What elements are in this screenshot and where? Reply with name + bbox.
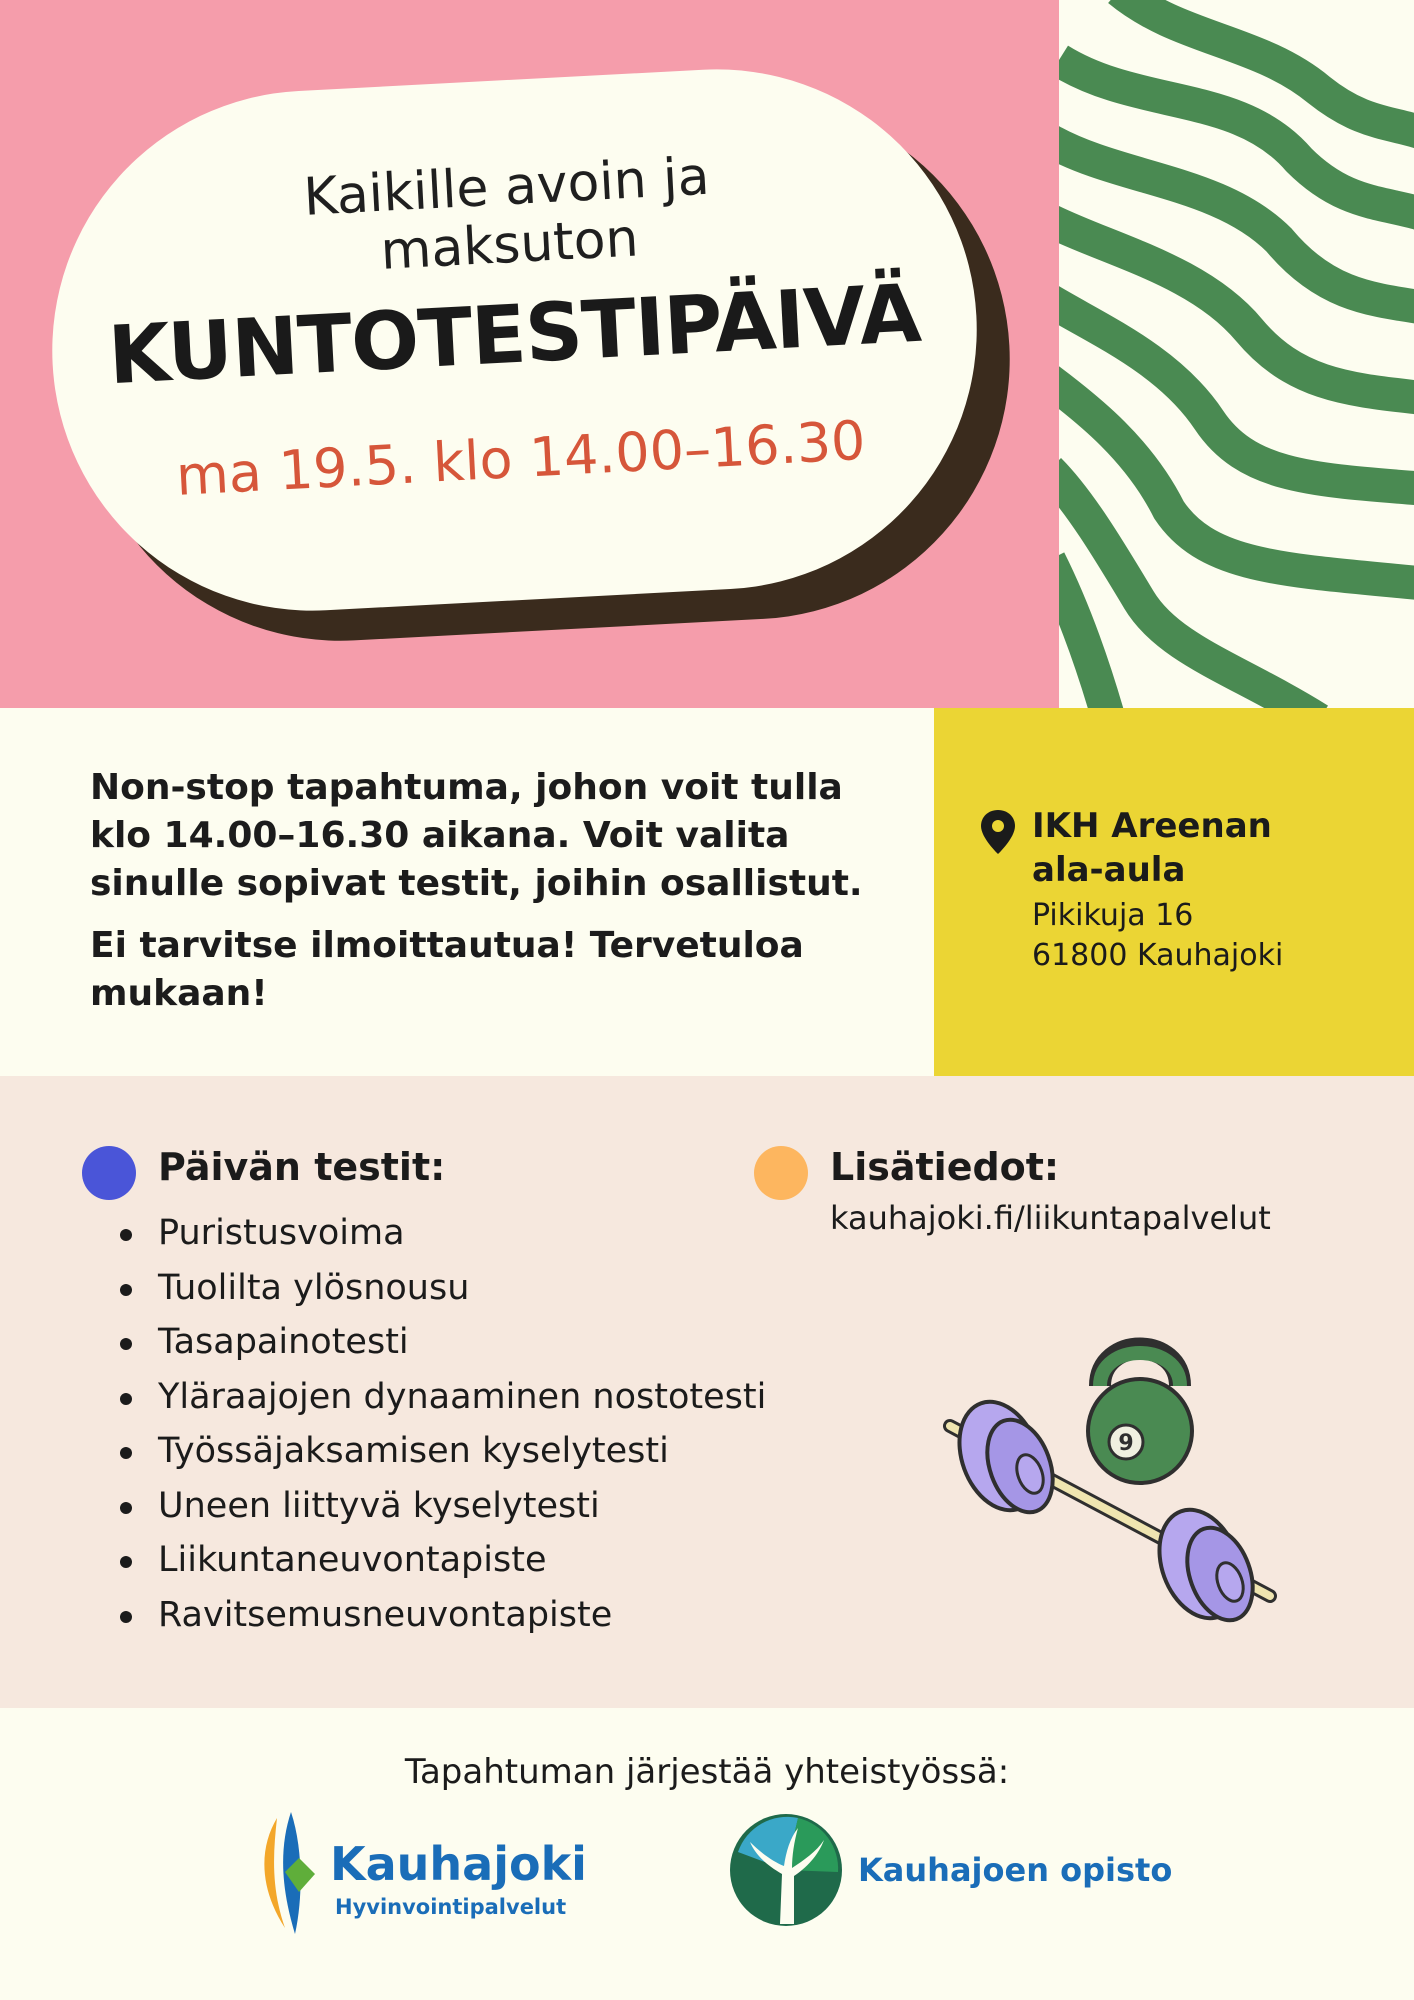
list-item: Uneen liittyvä kyselytesti xyxy=(120,1479,766,1534)
list-item: Ravitsemusneuvontapiste xyxy=(120,1588,766,1643)
tests-list xyxy=(120,1206,766,1642)
location-name xyxy=(1032,804,1392,892)
kettlebell-icon xyxy=(1088,1349,1192,1484)
event-title: KUNTOTESTIPÄIVÄ xyxy=(106,266,923,403)
kauhajoki-logo-subtitle: Hyvinvointipalvelut xyxy=(335,1895,567,1919)
list-item: Tasapainotesti xyxy=(120,1315,766,1370)
map-pin-icon xyxy=(978,808,1018,856)
list-item: Yläraajojen dynaaminen nostotesti xyxy=(120,1370,766,1425)
list-item: Liikuntaneuvontapiste xyxy=(120,1533,766,1588)
hero-section xyxy=(0,0,1059,708)
description-line: klo 14.00–16.30 aikana. Voit valita xyxy=(90,815,790,856)
location-city: 61800 Kauhajoki xyxy=(1032,938,1284,973)
kauhajoki-logo xyxy=(255,1808,615,1938)
hero-subtitle-line-2: maksuton xyxy=(379,208,640,282)
event-date: ma 19.5. klo 14.00–16.30 xyxy=(174,408,867,508)
event-description xyxy=(90,764,890,1018)
kauhajoen-opisto-logo xyxy=(728,1812,1208,1928)
event-info-section xyxy=(0,708,934,1076)
location-box xyxy=(934,708,1414,1076)
list-item: Tuolilta ylösnousu xyxy=(120,1261,766,1316)
location-address xyxy=(1032,896,1392,976)
location-name-line-2: ala-aula xyxy=(1032,850,1186,890)
wavy-stripes-icon xyxy=(1059,0,1414,708)
description-paragraph-1 xyxy=(90,764,890,908)
list-item: Puristusvoima xyxy=(120,1206,766,1261)
tree-emblem-icon xyxy=(728,1812,844,1928)
description-line: Non-stop tapahtuma, johon voit tulla xyxy=(90,767,843,808)
description-line: Ei tarvitse ilmoittautua! Tervetuloa xyxy=(90,925,804,966)
title-pill-content xyxy=(39,56,990,624)
kauhajoki-logo-name: Kauhajoki xyxy=(330,1837,587,1891)
description-paragraph-2 xyxy=(90,922,890,1018)
location-street: Pikikuja 16 xyxy=(1032,898,1194,933)
kauhajoen-opisto-logo-name: Kauhajoen opisto xyxy=(858,1851,1173,1889)
more-info-heading: Lisätiedot: xyxy=(830,1145,1060,1189)
kauhajoki-emblem-icon xyxy=(255,1808,325,1938)
kettlebell-number: 9 xyxy=(1118,1431,1134,1456)
list-item: Työssäjaksamisen kyselytesti xyxy=(120,1424,766,1479)
location-name-line-1: IKH Areenan xyxy=(1032,806,1272,846)
description-line: mukaan! xyxy=(90,973,268,1014)
footer xyxy=(0,1708,1414,2000)
orange-dot-icon xyxy=(754,1146,808,1200)
gym-equipment-illustration xyxy=(930,1316,1290,1646)
decorative-stripes xyxy=(1059,0,1414,708)
blue-dot-icon xyxy=(82,1146,136,1200)
tests-section xyxy=(0,1076,1414,1708)
more-info-link[interactable]: kauhajoki.fi/liikuntapalvelut xyxy=(830,1199,1271,1237)
hero-subtitle-line-1: Kaikille avoin ja xyxy=(302,146,711,228)
description-line: sinulle sopivat testit, joihin osallistut. xyxy=(90,863,863,904)
organizers-label: Tapahtuman järjestää yhteistyössä: xyxy=(404,1752,1010,1792)
tests-heading: Päivän testit: xyxy=(158,1145,446,1189)
